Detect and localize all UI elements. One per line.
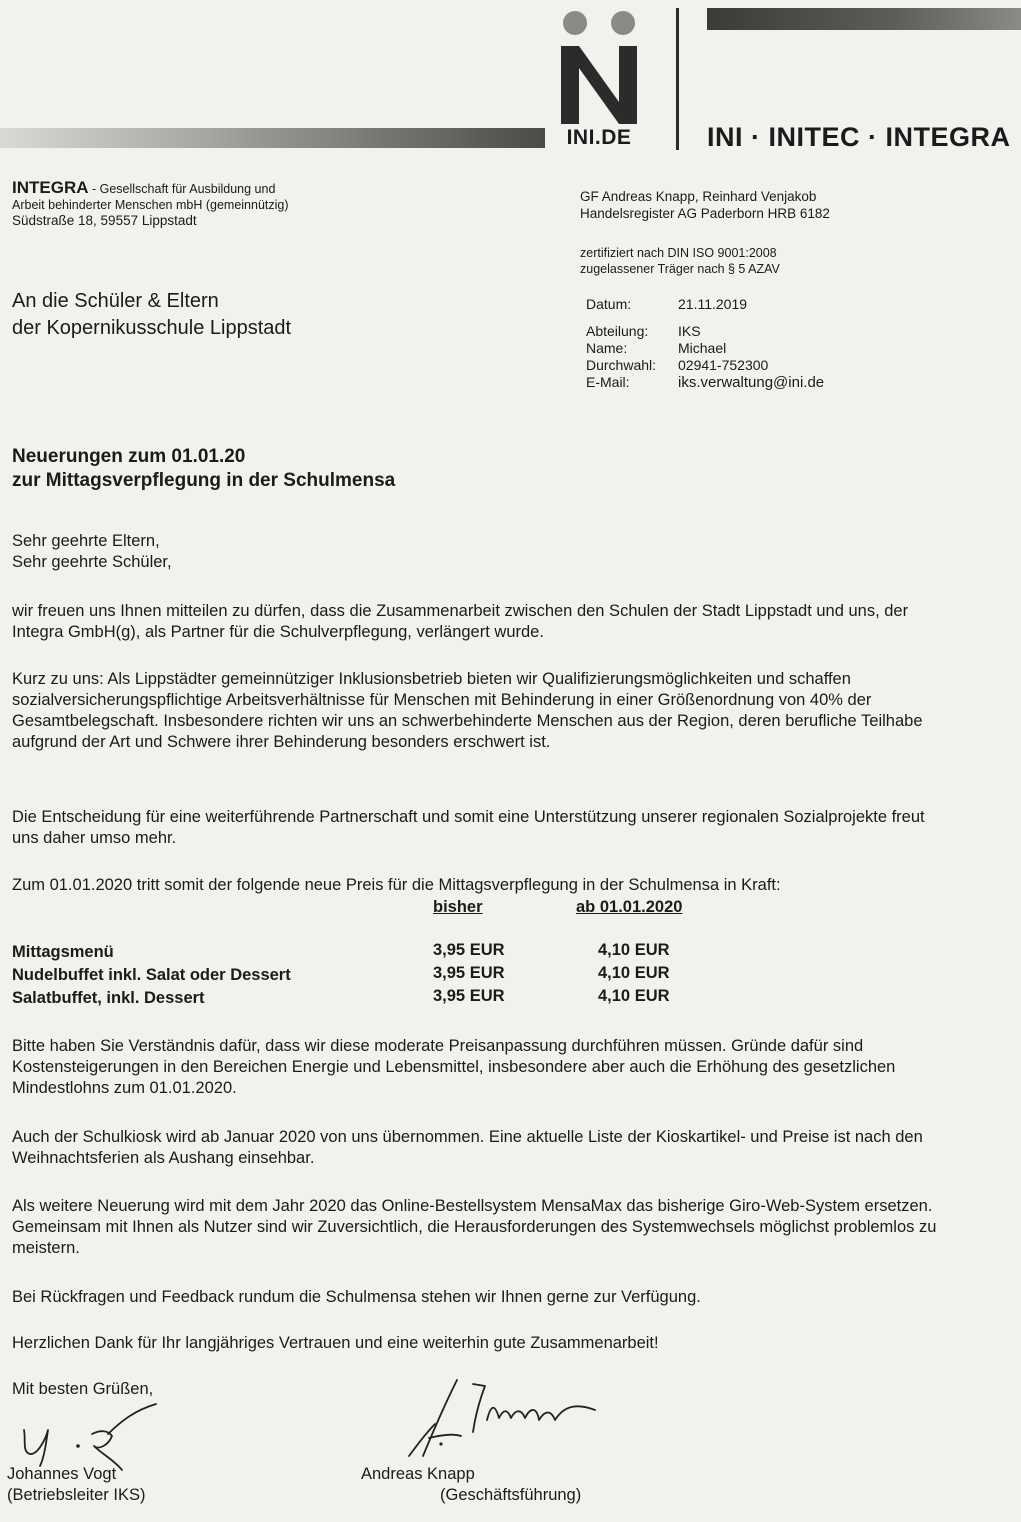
meta-row-phone bbox=[586, 357, 824, 374]
header-bar-left bbox=[0, 128, 545, 148]
sender-address: Südstraße 18, 59557 Lippstadt bbox=[12, 213, 197, 228]
cert-azav: zugelassener Träger nach § 5 AZAV bbox=[580, 262, 780, 276]
cert-iso: zertifiziert nach DIN ISO 9001:2008 bbox=[580, 246, 777, 260]
price-new: 4,10 EUR bbox=[598, 964, 670, 982]
meta-value: IKS bbox=[678, 323, 701, 339]
greeting-line-1: Sehr geehrte Eltern, bbox=[12, 532, 160, 550]
paragraph-understanding: Bitte haben Sie Verständnis dafür, dass wir diese moderate Preisanpassung durchführen müssen. Gründe dafür sind Kostensteigerungen in den Bereichen Energie und Lebensmittel, insbesondere aber auch die Erhöhung des gesetzlichen Mindestlohns zum 01.01.2020. bbox=[12, 1037, 896, 1097]
meta-value: iks.verwaltung@ini.de bbox=[678, 374, 825, 391]
letter-meta-table bbox=[586, 296, 824, 391]
paragraph-kiosk: Auch der Schulkiosk wird ab Januar 2020 von uns übernommen. Eine aktuelle Liste der Kioskartikel- und Preise ist nach den Weihnachtsferien als Aushang einsehbar. bbox=[12, 1128, 923, 1167]
meta-row-date bbox=[586, 296, 824, 313]
certifications bbox=[580, 245, 780, 277]
signature-knapp-icon bbox=[395, 1374, 610, 1462]
meta-value: 21.11.2019 bbox=[678, 296, 748, 312]
subject-line-2: zur Mittagsverpflegung in der Schulmensa bbox=[12, 470, 396, 491]
price-item: Nudelbuffet inkl. Salat oder Dessert bbox=[12, 966, 291, 984]
meta-label: Abteilung: bbox=[586, 323, 649, 339]
header-divider bbox=[676, 8, 679, 150]
meta-label: Datum: bbox=[586, 296, 632, 312]
meta-label: Name: bbox=[586, 340, 628, 356]
signature-vogt-icon bbox=[18, 1400, 168, 1472]
company-managers: GF Andreas Knapp, Reinhard Venjakob bbox=[580, 189, 817, 204]
recipient-line-1: An die Schüler & Eltern bbox=[12, 290, 219, 312]
price-old: 3,95 EUR bbox=[433, 964, 505, 982]
company-info bbox=[580, 188, 830, 222]
price-new: 4,10 EUR bbox=[598, 941, 670, 959]
recipient-block bbox=[12, 288, 291, 342]
price-item: Mittagsmenü bbox=[12, 943, 114, 961]
logo-text: INI.DE bbox=[566, 126, 632, 149]
company-desc-2: Arbeit behinderter Menschen mbH (gemeinnützig) bbox=[12, 198, 289, 212]
meta-row-department bbox=[586, 323, 824, 340]
header-bar-right bbox=[707, 8, 1021, 30]
meta-value: 02941-752300 bbox=[678, 357, 769, 373]
meta-label: Durchwahl: bbox=[586, 357, 657, 373]
paragraph-about-us: Kurz zu uns: Als Lippstädter gemeinnütziger Inklusionsbetrieb bieten wir Qualifizierungsmöglichkeiten und schaffen sozialversicherungspflichtige Arbeitsverhältnisse für Menschen mit Behinderung in einer Größenordnung von 40% der Gesamtbelegschaft. Insbesondere richten wir uns an schwerbehinderte Menschen aus der Region, deren berufliche Teilhabe aufgrund der Art und Schwere ihrer Behinderung besonders erschwert ist. bbox=[12, 670, 923, 751]
signatory-left-name: Johannes Vogt bbox=[7, 1465, 117, 1483]
price-header-new: ab 01.01.2020 bbox=[576, 898, 683, 916]
company-name: INTEGRA bbox=[12, 178, 89, 197]
paragraph-mensamax: Als weitere Neuerung wird mit dem Jahr 2020 das Online-Bestellsystem MensaMax das bisherige Giro-Web-System ersetzen. Gemeinsam mit Ihnen als Nutzer sind wir Zuversichtlich, die Herausforderungen des Systemwechsels möglichst problemlos zu meistern. bbox=[12, 1197, 937, 1257]
paragraph-new-price: Zum 01.01.2020 tritt somit der folgende neue Preis für die Mittagsverpflegung in der Schulmensa in Kraft: bbox=[12, 876, 781, 894]
signatory-right-role: (Geschäftsführung) bbox=[440, 1486, 582, 1504]
paragraph-feedback: Bei Rückfragen und Feedback rundum die Schulmensa stehen wir Ihnen gerne zur Verfügung. bbox=[12, 1288, 701, 1306]
brand-line: INI · INITEC · INTEGRA bbox=[707, 122, 1011, 152]
meta-row-email bbox=[586, 374, 824, 391]
greeting bbox=[12, 531, 172, 573]
greeting-line-2: Sehr geehrte Schüler, bbox=[12, 553, 172, 571]
paragraph-partnership: wir freuen uns Ihnen mitteilen zu dürfen, dass die Zusammenarbeit zwischen den Schulen der Stadt Lippstadt und uns, der Integra GmbH(g), als Partner für die Schulverpflegung, verlängert wurde. bbox=[12, 602, 909, 641]
price-header-old: bisher bbox=[433, 898, 483, 916]
closing: Mit besten Grüßen, bbox=[12, 1380, 154, 1398]
paragraph-decision: Die Entscheidung für eine weiterführende Partnerschaft und somit eine Unterstützung unserer regionalen Sozialprojekte freut uns daher umso mehr. bbox=[12, 808, 925, 847]
meta-label: E-Mail: bbox=[586, 374, 630, 390]
signatory-right-name: Andreas Knapp bbox=[361, 1465, 475, 1483]
subject-line-1: Neuerungen zum 01.01.20 bbox=[12, 446, 246, 467]
paragraph-thanks: Herzlichen Dank für Ihr langjähriges Vertrauen und eine weiterhin gute Zusammenarbeit! bbox=[12, 1334, 659, 1352]
price-item: Salatbuffet, inkl. Dessert bbox=[12, 989, 205, 1007]
signatory-left bbox=[7, 1464, 145, 1506]
meta-value: Michael bbox=[678, 340, 727, 356]
price-old: 3,95 EUR bbox=[433, 987, 505, 1005]
sender-block bbox=[12, 180, 289, 229]
meta-row-name bbox=[586, 340, 824, 357]
price-old: 3,95 EUR bbox=[433, 941, 505, 959]
recipient-line-2: der Kopernikusschule Lippstadt bbox=[12, 317, 292, 339]
subject bbox=[12, 445, 395, 493]
price-new: 4,10 EUR bbox=[598, 987, 670, 1005]
company-desc-1: - Gesellschaft für Ausbildung und bbox=[88, 182, 276, 196]
signatory-left-role: (Betriebsleiter IKS) bbox=[7, 1486, 146, 1504]
company-register: Handelsregister AG Paderborn HRB 6182 bbox=[580, 206, 830, 221]
